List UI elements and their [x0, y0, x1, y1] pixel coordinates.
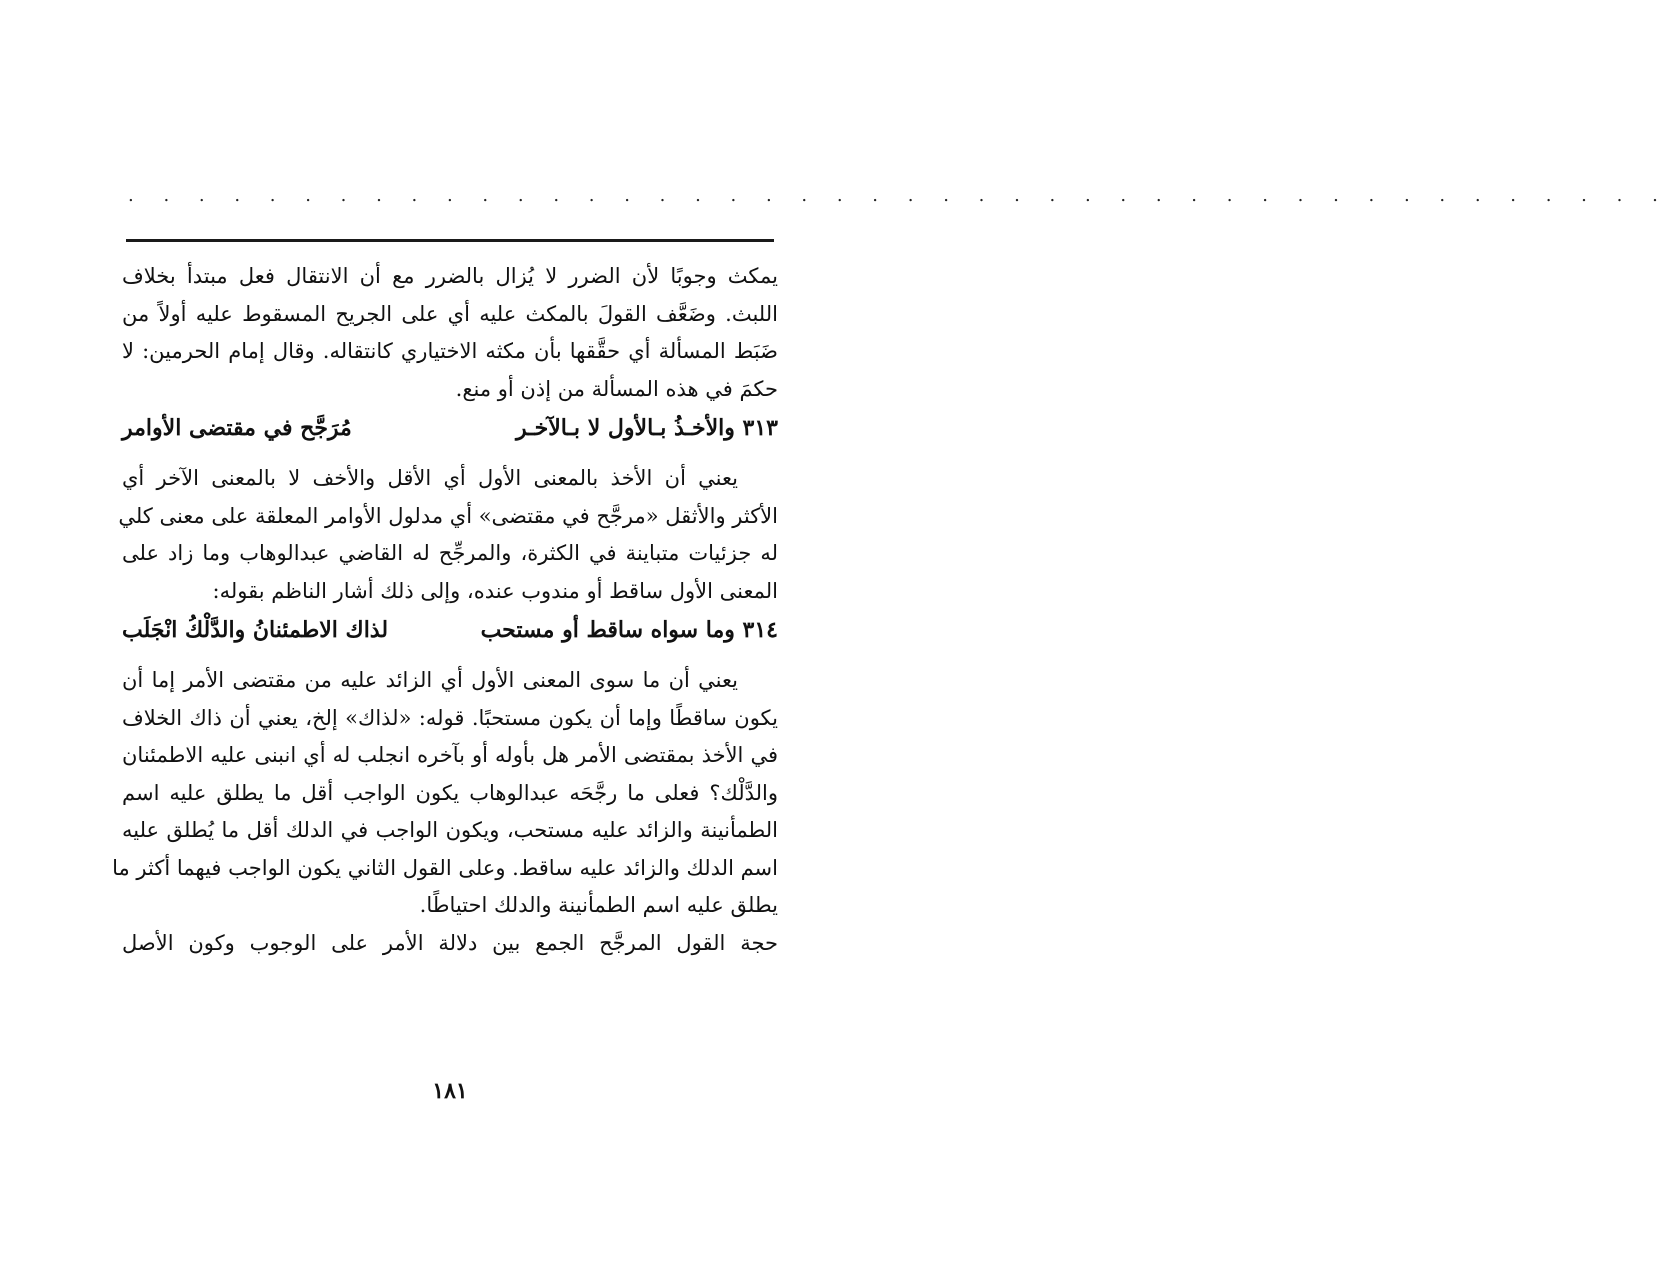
dotted-separator: . . . . . . . . . . . . . . . . . . . . . . . . . . . . . . . . . . . . . . . . . . . .	[128, 185, 1670, 206]
text-line: والدَّلْك؟ فعلى ما رجَّحَه عبدالوهاب يكون الواجب أقل ما يطلق عليه اسم	[122, 780, 778, 805]
verse-314-second-hemistich: لذاك الاطمئنانُ والدَّلْكُ انْجَلَب	[122, 617, 389, 643]
text-line: يطلق عليه اسم الطمأنينة والدلك احتياطًا.	[419, 893, 778, 917]
paragraph-1	[122, 258, 778, 408]
text-line: يمكث وجوبًا لأن الضرر لا يُزال بالضرر مع أن الانتقال فعل مبتدأ بخلاف	[122, 264, 778, 288]
page-number: ١٨١	[432, 1078, 468, 1104]
text-line: الطمأنينة والزائد عليه مستحب، ويكون الواجب في الدلك أقل ما يُطلق عليه	[122, 818, 778, 842]
text-line: يكون ساقطًا وإما أن يكون مستحبًا. قوله: «لذاك» إلخ، يعني أن ذاك الخلاف	[122, 705, 778, 730]
text-line: اسم الدلك والزائد عليه ساقط. وعلى القول الثاني يكون الواجب فيهما أكثر ما	[112, 855, 778, 880]
verse-314	[122, 610, 778, 650]
verse-313-second-hemistich: مُرَجَّح في مقتضى الأوامر	[122, 415, 352, 441]
page-body	[112, 258, 778, 962]
text-line: يعني أن ما سوى المعنى الأول أي الزائد عليه من مقتضى الأمر إما أن	[122, 668, 738, 692]
text-line: الأكثر والأثقل «مرجَّح في مقتضى» أي مدلول الأوامر المعلقة على معنى كلي	[118, 503, 778, 528]
text-line: يعني أن الأخذ بالمعنى الأول أي الأقل والأخف لا بالمعنى الآخر أي	[122, 466, 738, 490]
paragraph-4	[122, 925, 778, 963]
text-line: المعنى الأول ساقط أو مندوب عنده، وإلى ذلك أشار الناظم بقوله:	[212, 578, 778, 603]
verse-313	[122, 408, 778, 448]
text-line: اللبث. وضَعَّف القولَ بالمكث عليه أي على الجريح المسقوط عليه أولاً من	[122, 301, 778, 326]
text-line: في الأخذ بمقتضى الأمر هل بأوله أو بآخره انجلب له أي انبنى عليه الاطمئنان	[122, 743, 778, 767]
horizontal-rule	[126, 239, 774, 242]
text-line: له جزئيات متباينة في الكثرة، والمرجِّح له القاضي عبدالوهاب وما زاد على	[122, 541, 778, 565]
verse-314-first-hemistich: ٣١٤ وما سواه ساقط أو مستحب	[480, 617, 778, 643]
paragraph-2	[118, 460, 778, 610]
verse-313-first-hemistich: ٣١٣ والأخـذُ بـالأول لا بـالآخـر	[516, 415, 778, 441]
text-line: ضَبَط المسألة أي حقَّقها بأن مكثه الاختياري كانتقاله. وقال إمام الحرمين: لا	[122, 339, 778, 363]
text-line: حجة القول المرجَّح الجمع بين دلالة الأمر على الوجوب وكون الأصل	[122, 930, 778, 955]
paragraph-3	[112, 662, 778, 925]
text-line: حكمَ في هذه المسألة من إذن أو منع.	[455, 376, 778, 401]
